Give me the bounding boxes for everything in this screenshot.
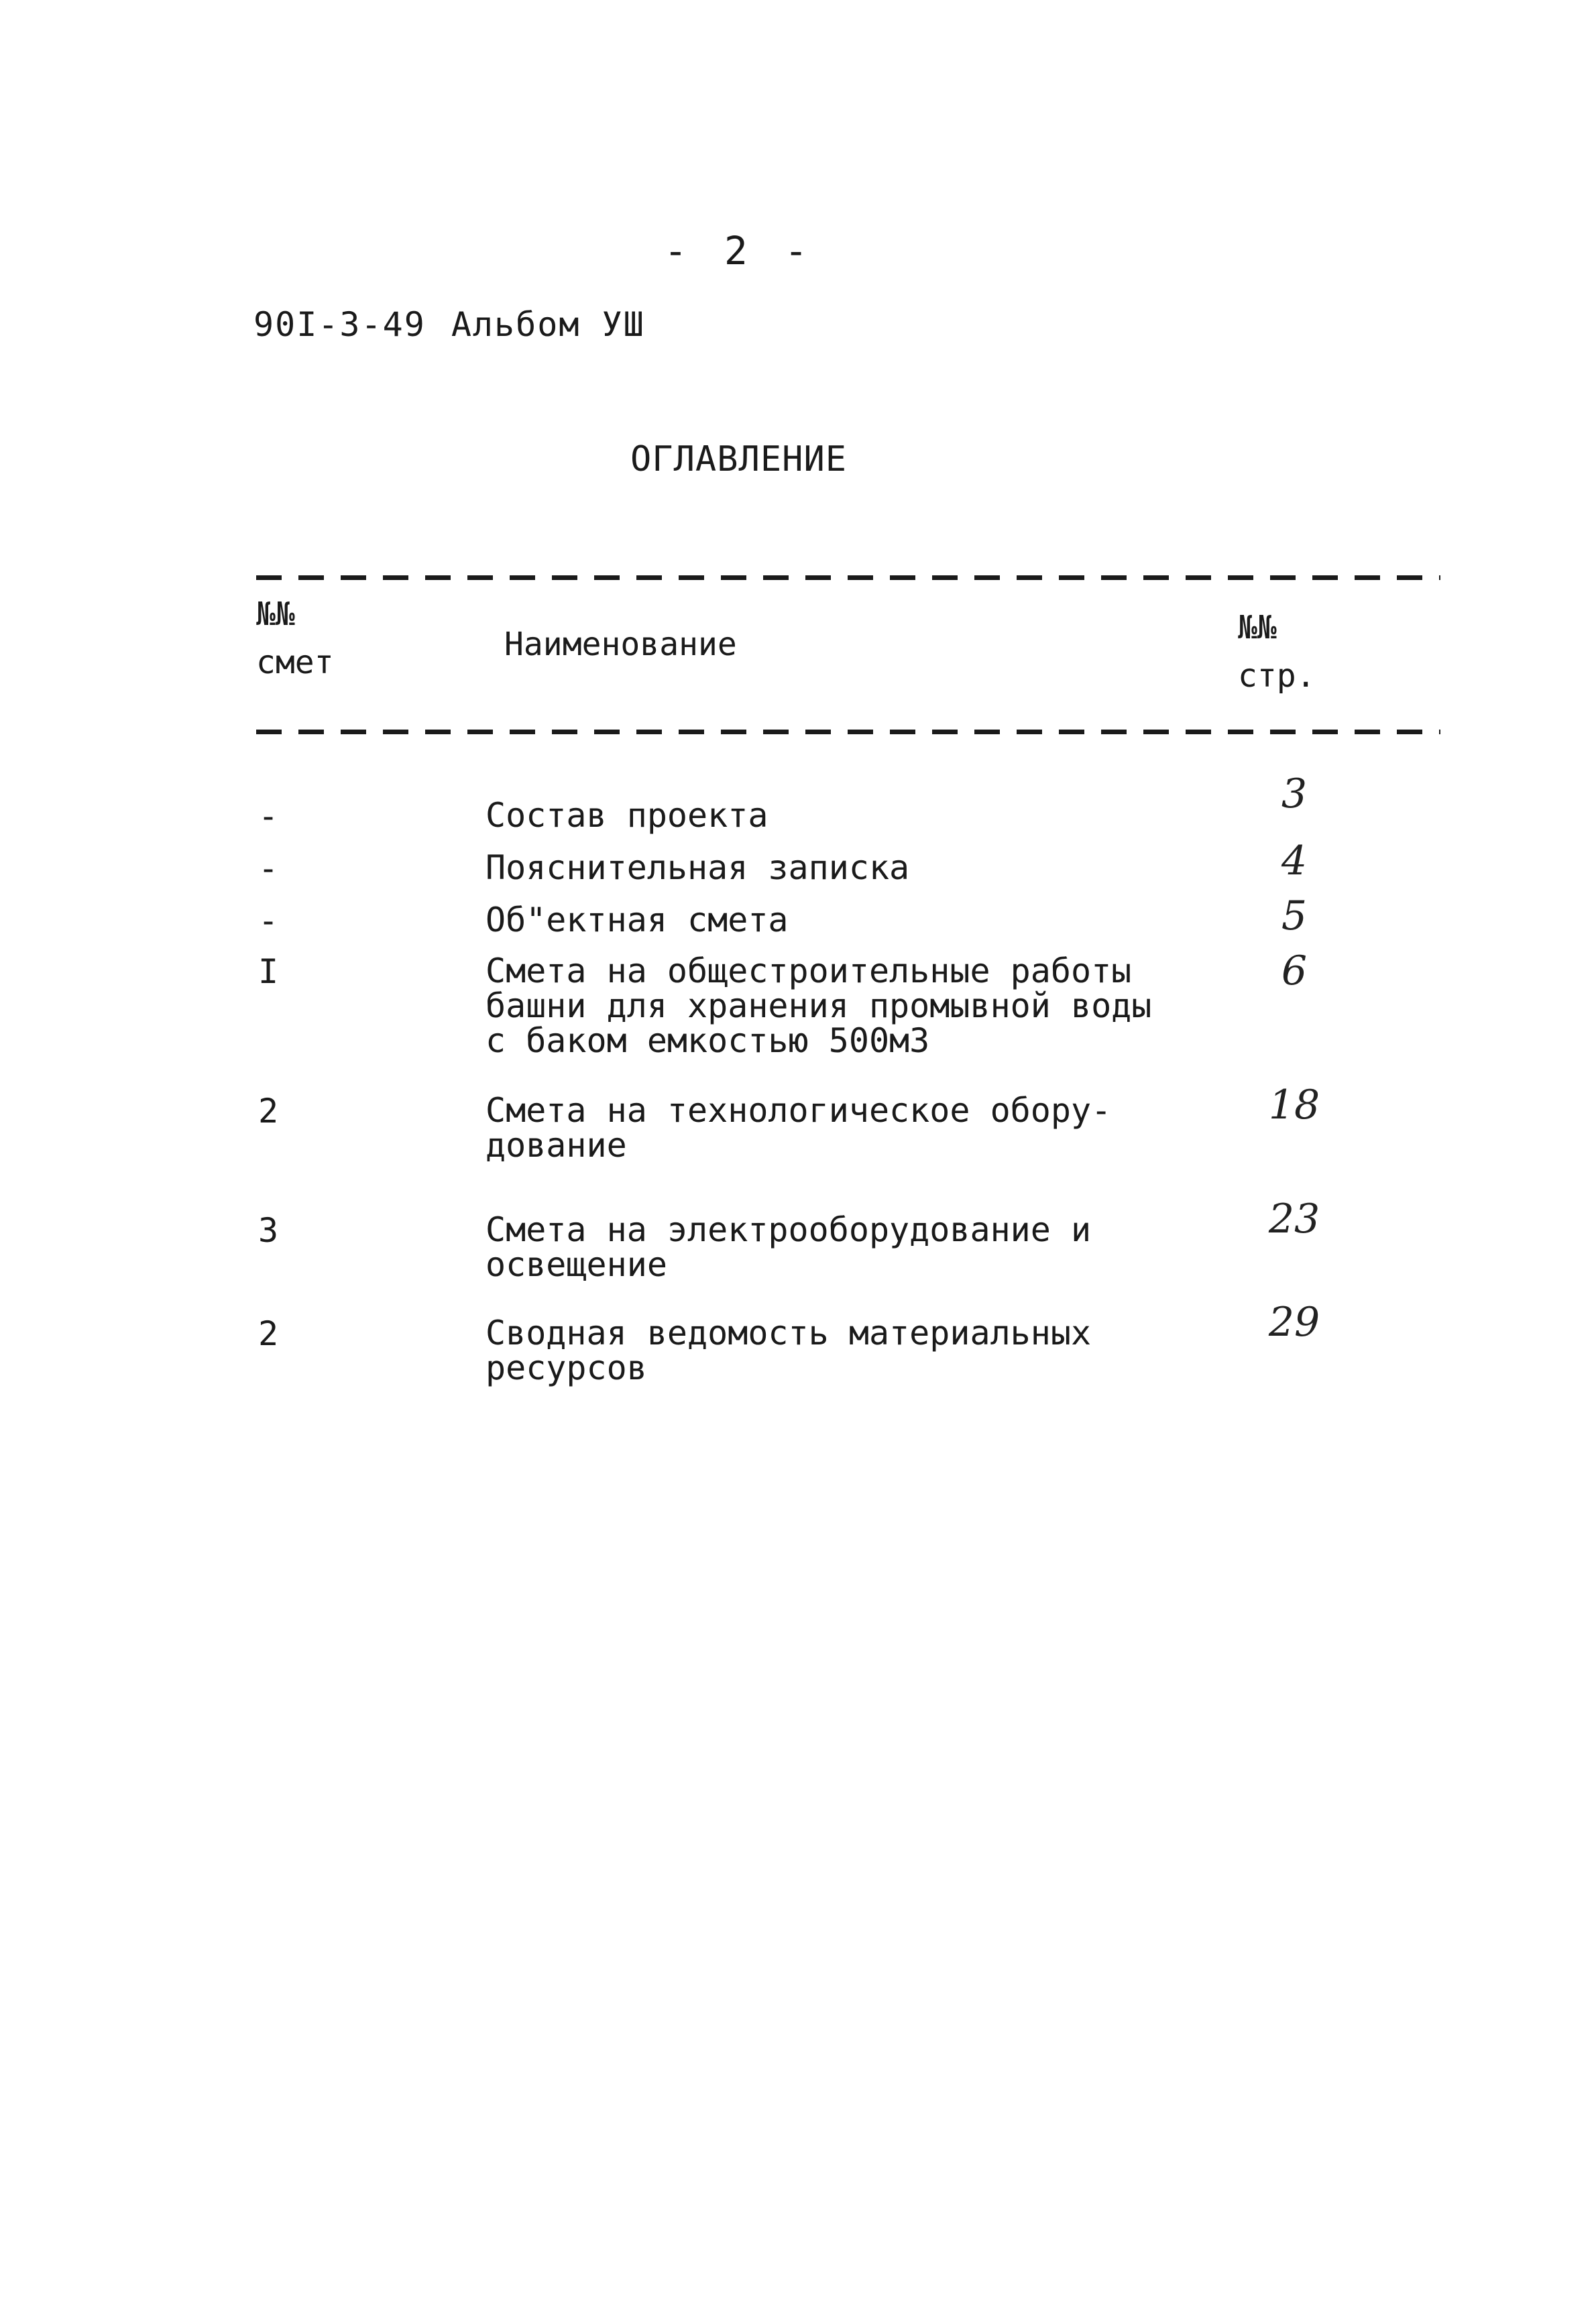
column-header-estimate-number: №№ смет: [256, 595, 334, 681]
column-header-page-number: №№ стр.: [1238, 609, 1316, 695]
toc-row-title: Об"ектная смета: [486, 901, 789, 939]
toc-row-number: -: [258, 797, 279, 836]
toc-row-page: 23: [1268, 1196, 1320, 1243]
toc-row-number: -: [258, 901, 279, 940]
toc-row-number: 2: [258, 1314, 279, 1353]
page-number: - 2 -: [664, 228, 815, 274]
toc-row-page: 3: [1281, 770, 1308, 817]
toc-row-title: Смета на электрооборудование и освещение: [486, 1210, 1092, 1284]
toc-row-title: Смета на технологическое обору- дование: [486, 1091, 1112, 1165]
toc-row-title: Пояснительная записка: [486, 848, 910, 887]
toc-row-page: 4: [1281, 838, 1308, 884]
toc-row-page: 29: [1268, 1299, 1320, 1346]
document-code: 90I-3-49: [253, 305, 426, 344]
toc-row-title: Смета на общестроительные работы башни для хранения промывной воды с баком емкостью 500м3: [486, 952, 1152, 1060]
toc-row-page: 5: [1281, 892, 1308, 939]
toc-row-number: 2: [258, 1092, 279, 1131]
toc-row-title: Сводная ведомость материальных ресурсов: [486, 1314, 1092, 1387]
header-divider-top: [256, 575, 1440, 580]
toc-row-number: I: [258, 952, 279, 991]
toc-row-page: 6: [1281, 947, 1308, 994]
table-of-contents-title: ОГЛАВЛЕНИЕ: [630, 439, 848, 479]
header-divider-bottom: [256, 730, 1440, 734]
toc-row-title: Состав проекта: [486, 796, 768, 835]
album-label: Альбом УШ: [451, 305, 645, 344]
document-header: [253, 305, 645, 344]
toc-row-number: -: [258, 849, 279, 888]
toc-row-page: 18: [1268, 1082, 1320, 1129]
column-header-name: Наименование: [504, 626, 737, 663]
toc-row-number: 3: [258, 1211, 279, 1250]
